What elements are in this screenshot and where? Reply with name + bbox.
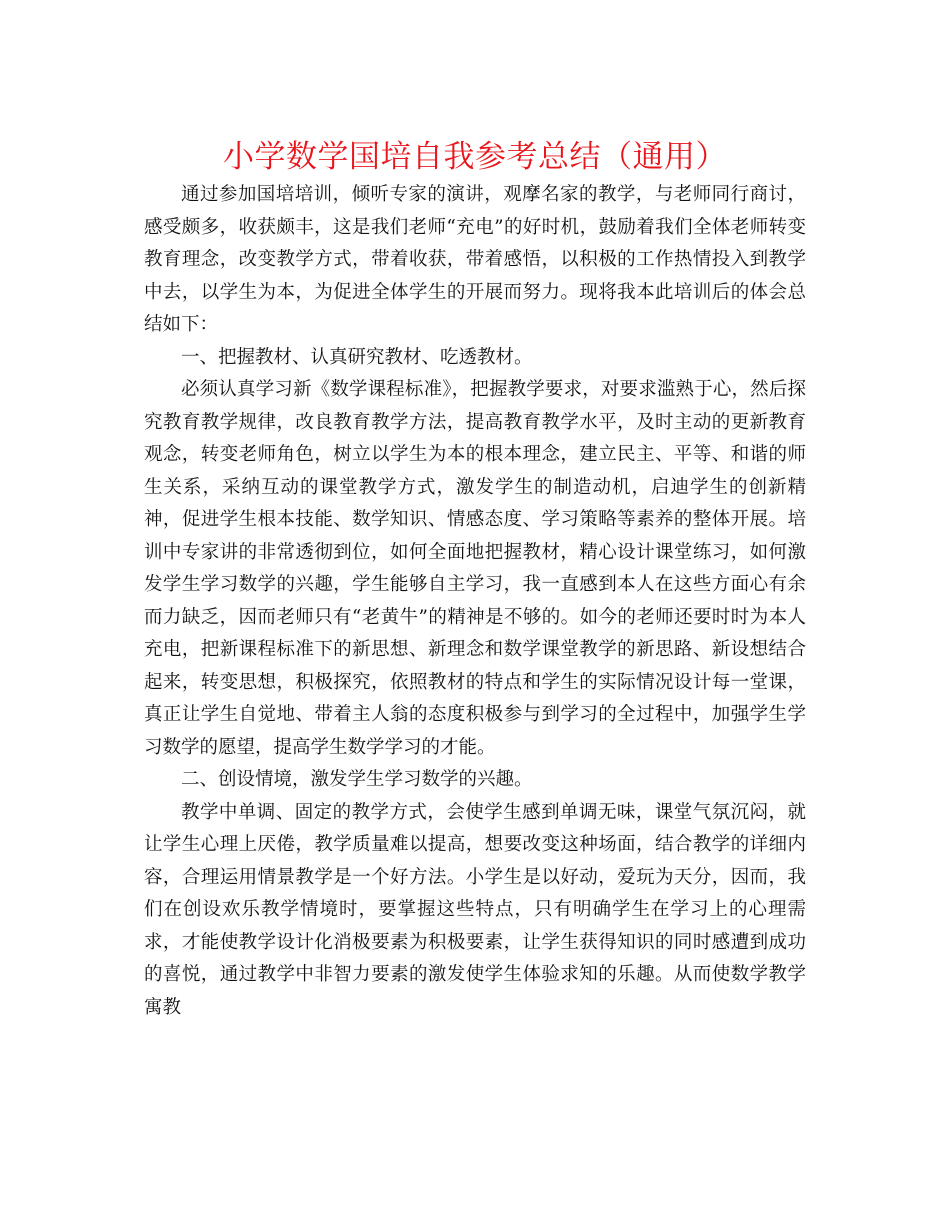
paragraph-section-2: 教学中单调、固定的教学方式，会使学生感到单调无味，课堂气氛沉闷，就让学生心理上厌倦，教学质量难以提高，想要改变这种场面，结合教学的详细内容，合理运用情景教学是一个好方法。小学生是以好动，爱玩为天分，因而，我们在创设欢乐教学情境时，要掌握这些特点，只有明确学生在学习上的心理需求，才能使教学设计化消极要素为积极要素，让学生获得知识的同时感遭到成功的喜悦，通过教学中非智力要素的激发使学生体验求知的乐趣。从而使数学教学寓教: [144, 801, 806, 1018]
document-title: 小学数学国培自我参考总结（通用）: [223, 139, 727, 175]
paragraph-section-1: 必须认真学习新《数学课程标准》，把握教学要求，对要求滥熟于心，然后探究教育教学规律，改良教育教学方法，提高教育教学水平，及时主动的更新教育观念，转变老师角色，树立以学生为本的根本理念，建立民主、平等、和谐的师生关系，采纳互动的课堂教学方式，激发学生的制造动机，启迪学生的创新精神，促进学生根本技能、数学知识、情感态度、学习策略等素养的整体开展。培训中专家讲的非常透彻到位，如何全面地把握教材，精心设计课堂练习，如何激发学生学习数学的兴趣，学生能够自主学习，我一直感到本人在这些方面心有余而力缺乏，因而老师只有“老黄牛”的精神是不够的。如今的老师还要时时为本人充电，把新课程标准下的新思想、新理念和数学课堂教学的新思路、新设想结合起来，转变思想，积极探究，依照教材的特点和学生的实际情况设计每一堂课，真正让学生自觉地、带着主人翁的态度积极参与到学习的全过程中，加强学生学习数学的愿望，提高学生数学学习的才能。: [144, 379, 806, 758]
section-heading-2: 二、创设情境，激发学生学习数学的兴趣。: [181, 769, 533, 790]
section-heading-1: 一、把握教材、认真研究教材、吃透教材。: [181, 346, 533, 368]
paragraph-intro: 通过参加国培培训，倾听专家的演讲，观摩名家的教学，与老师同行商讨，感受颇多，收获颇丰，这是我们老师“充电”的好时机，鼓励着我们全体老师转变教育理念，改变教学方式，带着收获，带着感悟，以积极的工作热情投入到教学中去，以学生为本，为促进全体学生的开展而努力。现将我本此培训后的体会总结如下：: [144, 184, 806, 335]
document-body: [144, 179, 806, 1024]
